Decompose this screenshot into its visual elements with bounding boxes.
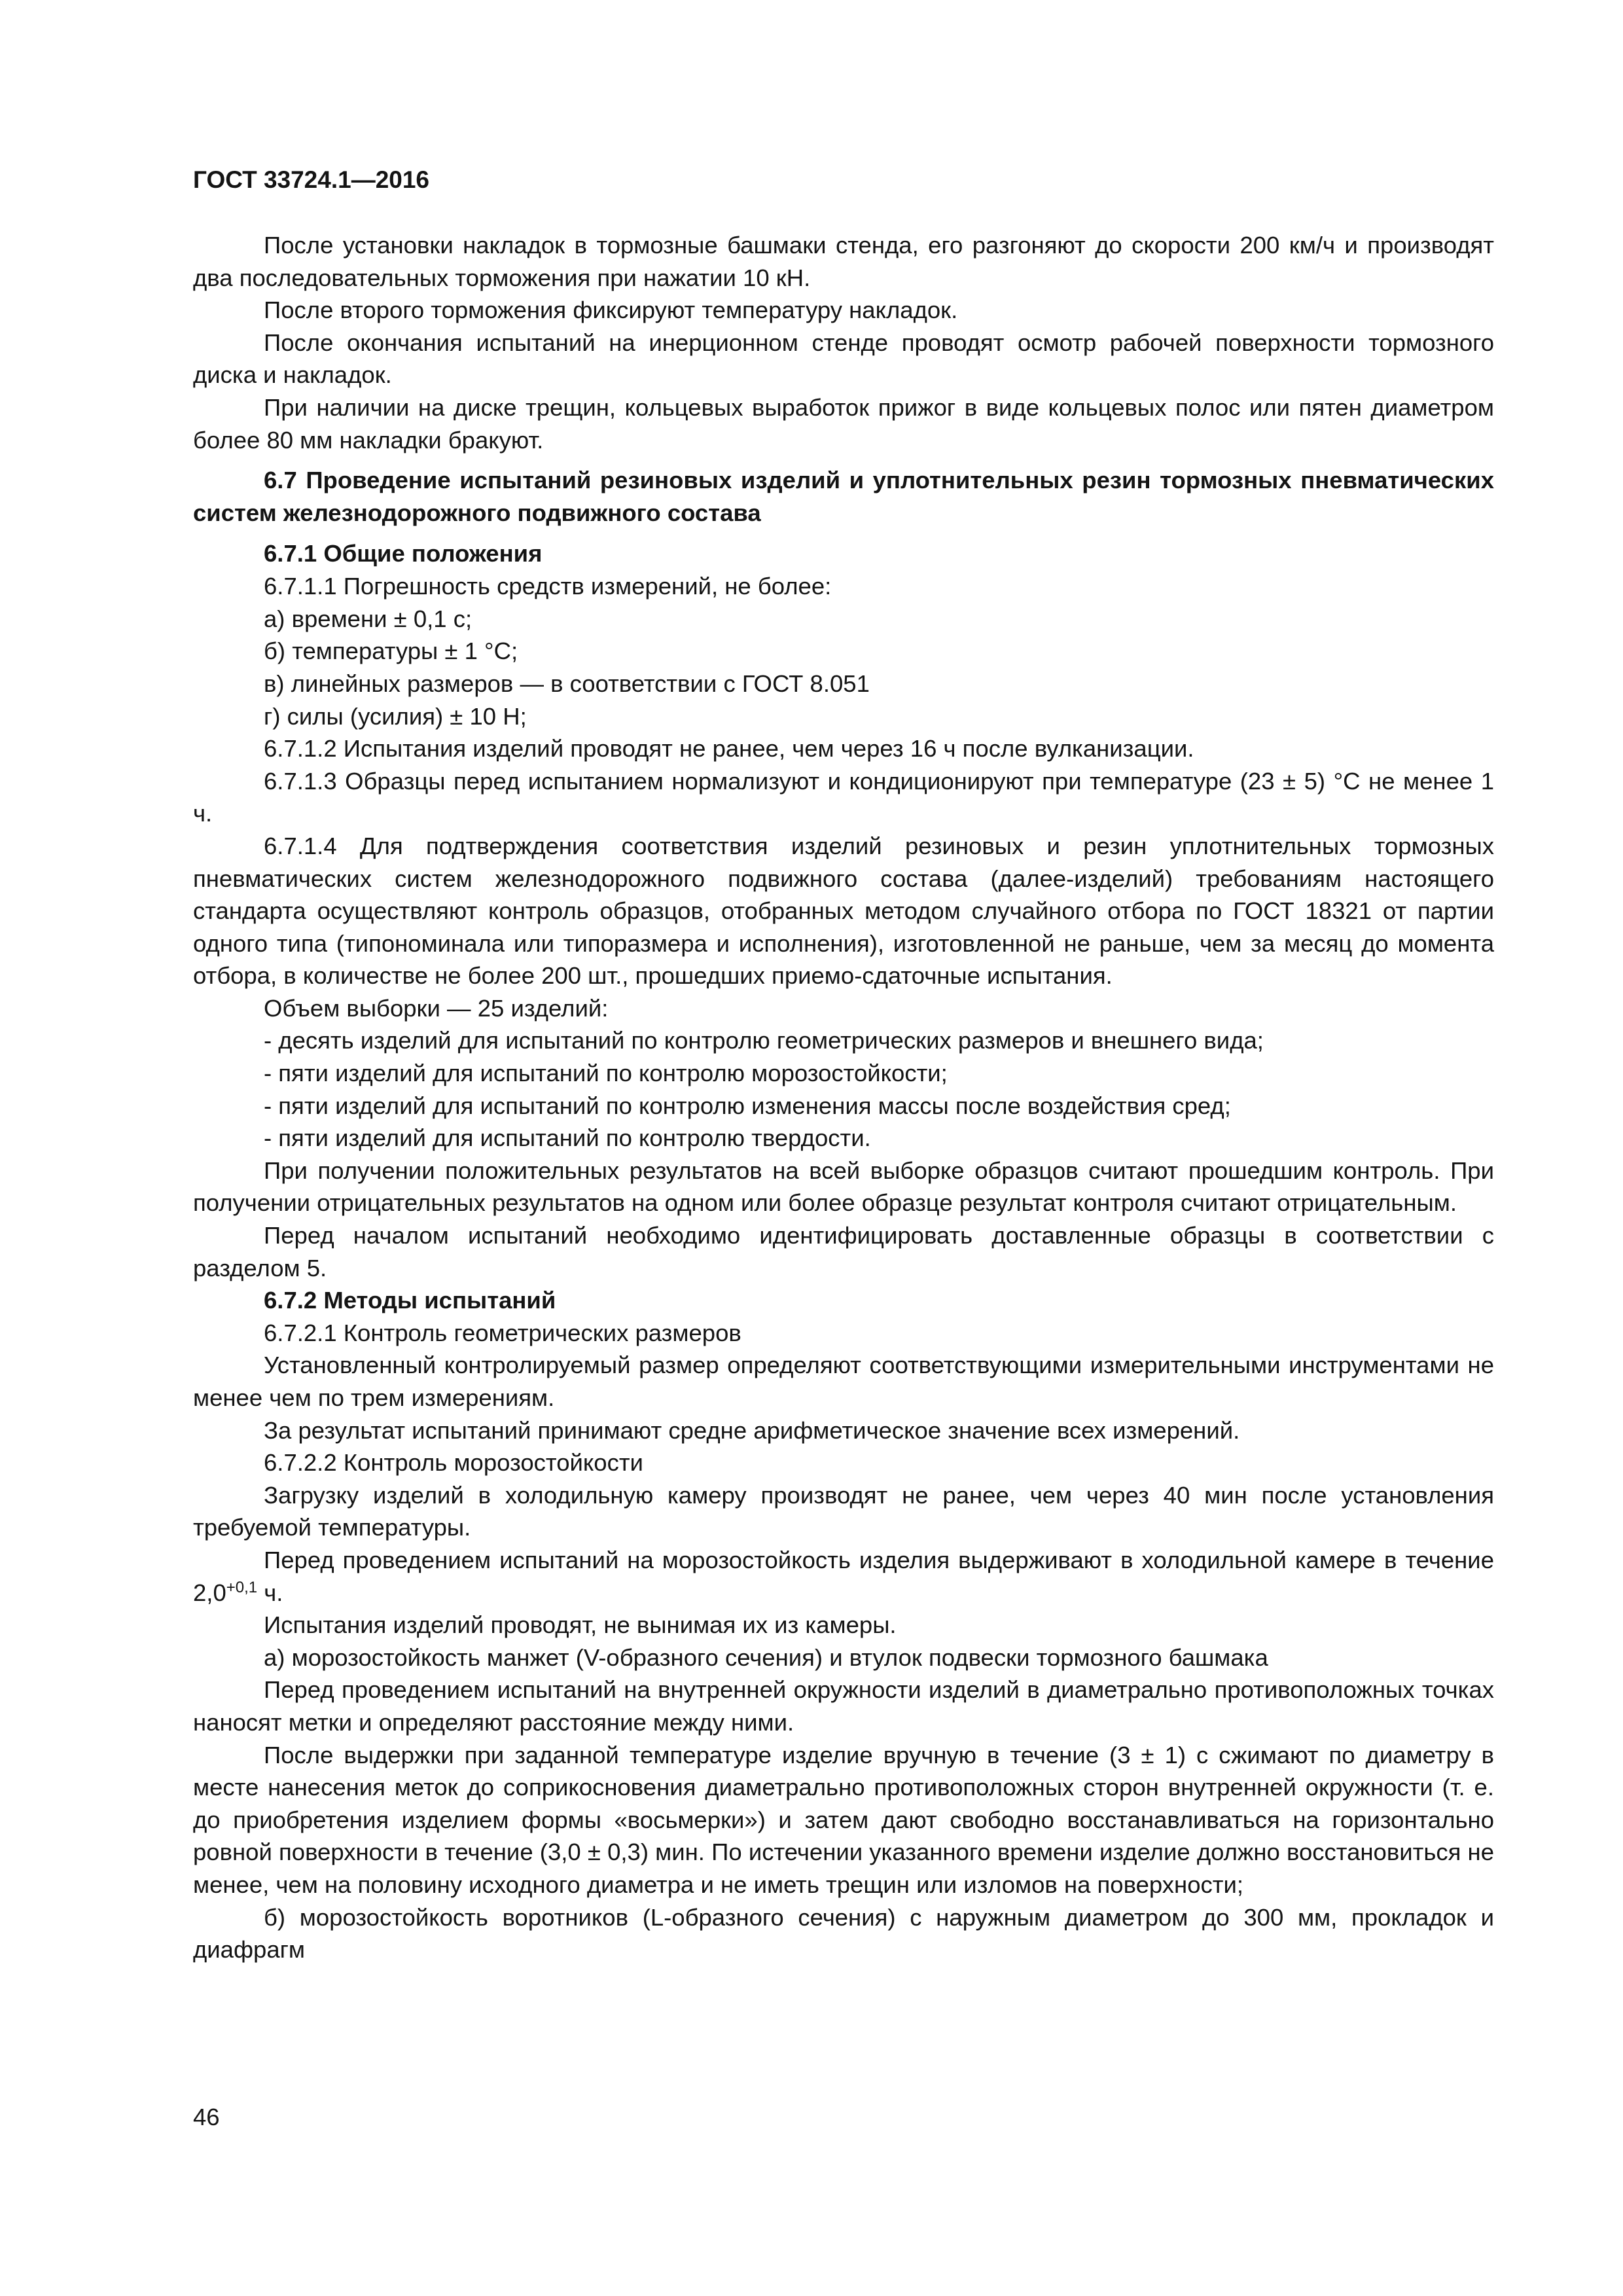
clause: 6.7.1.2 Испытания изделий проводят не ранее, чем через 16 ч после вулканизации. <box>264 735 1194 762</box>
subsection-heading: 6.7.2 Методы испытаний <box>264 1287 556 1314</box>
paragraph: При наличии на диске трещин, кольцевых выработок прижог в виде кольцевых полос или пятен диаметром более 80 мм накладки бракуют. <box>193 393 1494 454</box>
clause: 6.7.2.2 Контроль морозостойкости <box>264 1449 643 1477</box>
paragraph-text: Перед проведением испытаний на морозостойкость изделия выдерживают в холодильной камере в течение 2,0 <box>193 1546 1494 1606</box>
paragraph: Испытания изделий проводят, не вынимая их из камеры. <box>264 1611 897 1639</box>
clause: 6.7.1.3 Образцы перед испытанием нормализуют и кондиционируют при температуре (23 ± 5) °С не менее 1 ч. <box>193 767 1494 827</box>
list-item: - пяти изделий для испытаний по контролю твердости. <box>264 1124 871 1152</box>
paragraph: После установки накладок в тормозные башмаки стенда, его разгоняют до скорости 200 км/ч и производят два последовательных торможения при нажатии 10 кН. <box>193 232 1494 291</box>
list-item: - десять изделий для испытаний по контролю геометрических размеров и внешнего вида; <box>264 1027 1264 1054</box>
list-item: г) силы (усилия) ± 10 Н; <box>264 702 527 730</box>
list-item: - пяти изделий для испытаний по контролю изменения массы после воздействия сред; <box>264 1092 1231 1119</box>
list-item: а) морозостойкость манжет (V-образного сечения) и втулок подвески тормозного башмака <box>264 1643 1268 1671</box>
paragraph: После выдержки при заданной температуре изделие вручную в течение (3 ± 1) с сжимают по диаметру в месте нанесения меток до соприкосновения диаметрально противоположных сторон внутренней окружности (т. е. до приобретения изделием формы «восьмерки») и затем дают свободно восстанавливаться на горизонтально ровной поверхности в течение (3,0 ± 0,3) мин. По истечении указанного времени изделие должно восстановиться не менее, чем на половину исходного диаметра и не иметь трещин или изломов на поверхности; <box>193 1741 1494 1898</box>
list-item: в) линейных размеров — в соответствии с ГОСТ 8.051 <box>264 670 870 697</box>
paragraph: При получении положительных результатов на всей выборке образцов считают прошедшим контроль. При получении отрицательных результатов на одном или более образце результат контроля считают отрицательным. <box>193 1157 1494 1217</box>
list-item: б) температуры ± 1 °С; <box>264 637 518 665</box>
paragraph <box>193 1544 1494 1609</box>
clause: 6.7.1.4 Для подтверждения соответствия изделий резиновых и резин уплотнительных тормозных пневматических систем железнодорожного подвижного состава (далее-изделий) требованиям настоящего стандарта осуществляют контроль образцов, отобранных методом случайного отбора по ГОСТ 18321 от партии одного типа (типономинала или типоразмера и исполнения), изготовленной не раньше, чем за месяц до момента отбора, в количестве не более 200 шт., прошедших приемо-сдаточные испытания. <box>193 832 1494 990</box>
section-heading: 6.7 Проведение испытаний резиновых изделий и уплотнительных резин тормозных пневматических систем железнодорожного подвижного состава <box>193 467 1494 527</box>
clause: 6.7.1.1 Погрешность средств измерений, не более: <box>264 573 832 600</box>
paragraph: После второго торможения фиксируют температуру накладок. <box>264 296 958 324</box>
unit-text: ч. <box>257 1579 283 1606</box>
paragraph: Загрузку изделий в холодильную камеру производят не ранее, чем через 40 мин после установления требуемой температуры. <box>193 1481 1494 1541</box>
paragraph: За результат испытаний принимают средне арифметическое значение всех измерений. <box>264 1416 1240 1444</box>
list-item: б) морозостойкость воротников (L-образного сечения) с наружным диаметром до 300 мм, прокладок и диафрагм <box>193 1903 1494 1964</box>
paragraph: Объем выборки — 25 изделий: <box>264 994 609 1022</box>
tolerance-superscript: +0,1 <box>226 1578 258 1596</box>
page-number: 46 <box>193 2104 220 2130</box>
clause: 6.7.2.1 Контроль геометрических размеров <box>264 1319 741 1346</box>
subsection-heading: 6.7.1 Общие положения <box>264 540 543 567</box>
paragraph: Перед проведением испытаний на внутренней окружности изделий в диаметрально противоположных точках наносят метки и определяют расстояние между ними. <box>193 1676 1494 1736</box>
list-item: а) времени ± 0,1 с; <box>264 605 473 632</box>
standard-header: ГОСТ 33724.1—2016 <box>193 166 430 193</box>
paragraph: Установленный контролируемый размер определяют соответствующими измерительными инструментами не менее чем по трем измерениям. <box>193 1352 1494 1411</box>
list-item: - пяти изделий для испытаний по контролю морозостойкости; <box>264 1060 948 1087</box>
page-body <box>193 229 1494 1966</box>
paragraph: Перед началом испытаний необходимо идентифицировать доставленные образцы в соответствии с разделом 5. <box>193 1222 1494 1282</box>
paragraph: После окончания испытаний на инерционном стенде проводят осмотр рабочей поверхности тормозного диска и накладок. <box>193 329 1494 389</box>
